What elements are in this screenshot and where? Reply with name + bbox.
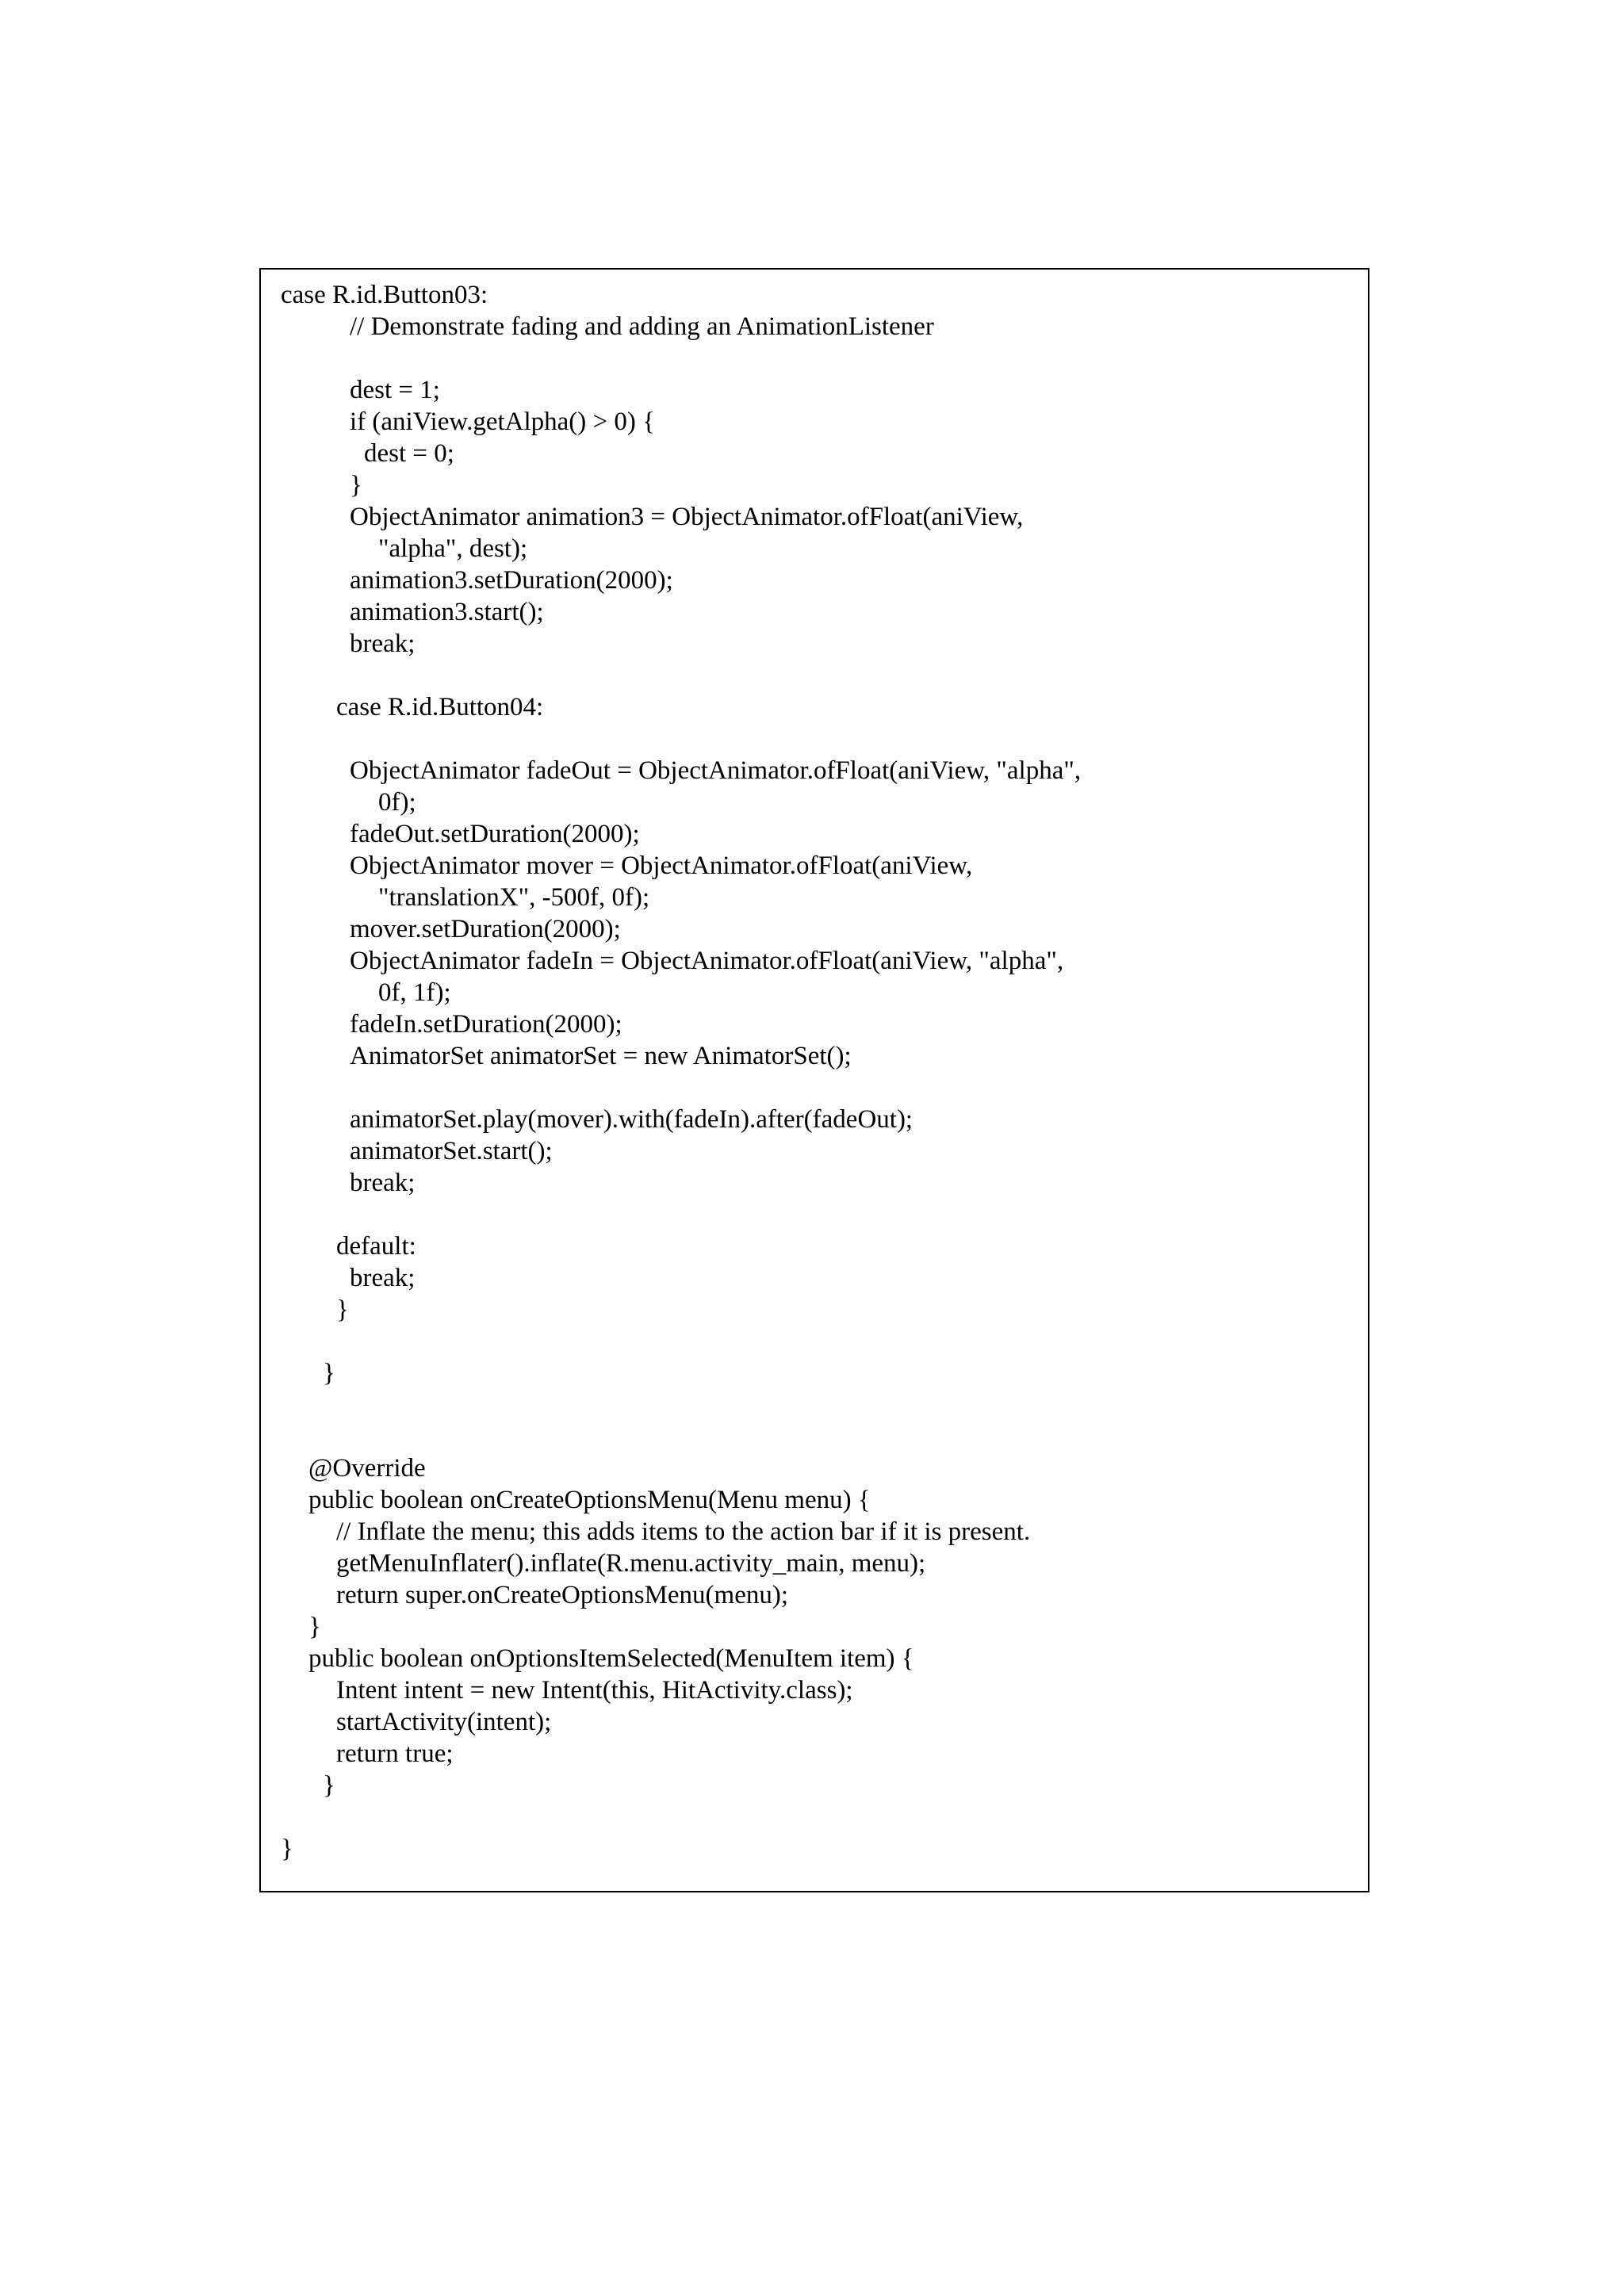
code-line: } bbox=[308, 1613, 321, 1641]
code-line: AnimatorSet animatorSet = new AnimatorSet(); bbox=[350, 1042, 852, 1070]
code-line: if (aniView.getAlpha() > 0) { bbox=[350, 408, 655, 436]
code-line: startActivity(intent); bbox=[336, 1708, 552, 1736]
code-listing-box bbox=[259, 268, 1369, 1892]
code-line: "translationX", -500f, 0f); bbox=[378, 883, 650, 912]
code-line: break; bbox=[350, 1264, 416, 1292]
code-line: public boolean onOptionsItemSelected(MenuItem item) { bbox=[308, 1644, 914, 1673]
code-line: return true; bbox=[336, 1739, 454, 1768]
code-line: dest = 0; bbox=[364, 439, 454, 468]
code-line: ObjectAnimator animation3 = ObjectAnimator.ofFloat(aniView, bbox=[350, 503, 1024, 531]
code-line: animation3.setDuration(2000); bbox=[350, 566, 673, 595]
code-line: ObjectAnimator fadeIn = ObjectAnimator.ofFloat(aniView, "alpha", bbox=[350, 947, 1064, 975]
code-line: animatorSet.start(); bbox=[350, 1137, 553, 1165]
code-line: "alpha", dest); bbox=[378, 534, 528, 563]
code-line: } bbox=[350, 471, 362, 499]
code-line: case R.id.Button03: bbox=[281, 281, 488, 309]
code-line: default: bbox=[336, 1232, 416, 1261]
code-line: ObjectAnimator mover = ObjectAnimator.ofFloat(aniView, bbox=[350, 851, 973, 880]
code-line: break; bbox=[350, 1169, 416, 1197]
code-line: 0f, 1f); bbox=[378, 978, 451, 1007]
code-line: } bbox=[323, 1359, 335, 1387]
code-line: ObjectAnimator fadeOut = ObjectAnimator.ofFloat(aniView, "alpha", bbox=[350, 756, 1082, 785]
code-line: case R.id.Button04: bbox=[336, 693, 544, 721]
code-line: animation3.start(); bbox=[350, 598, 544, 626]
code-line: public boolean onCreateOptionsMenu(Menu menu) { bbox=[308, 1486, 871, 1514]
code-line: // Inflate the menu; this adds items to the action bar if it is present. bbox=[336, 1517, 1031, 1546]
code-line: fadeOut.setDuration(2000); bbox=[350, 820, 640, 848]
code-line: Intent intent = new Intent(this, HitActivity.class); bbox=[336, 1676, 853, 1705]
code-listing bbox=[261, 270, 1368, 1891]
code-line: // Demonstrate fading and adding an AnimationListener bbox=[350, 312, 934, 341]
code-line: mover.setDuration(2000); bbox=[350, 915, 621, 943]
code-line: return super.onCreateOptionsMenu(menu); bbox=[336, 1581, 789, 1609]
code-line: 0f); bbox=[378, 788, 416, 817]
code-line: animatorSet.play(mover).with(fadeIn).after(fadeOut); bbox=[350, 1105, 914, 1134]
code-line: } bbox=[281, 1835, 293, 1863]
code-line: getMenuInflater().inflate(R.menu.activity_main, menu); bbox=[336, 1549, 926, 1578]
code-line: dest = 1; bbox=[350, 376, 440, 404]
code-line: } bbox=[323, 1771, 335, 1800]
code-line: @Override bbox=[308, 1454, 426, 1483]
code-line: fadeIn.setDuration(2000); bbox=[350, 1010, 622, 1039]
code-line: } bbox=[336, 1295, 349, 1324]
code-line: break; bbox=[350, 629, 416, 658]
